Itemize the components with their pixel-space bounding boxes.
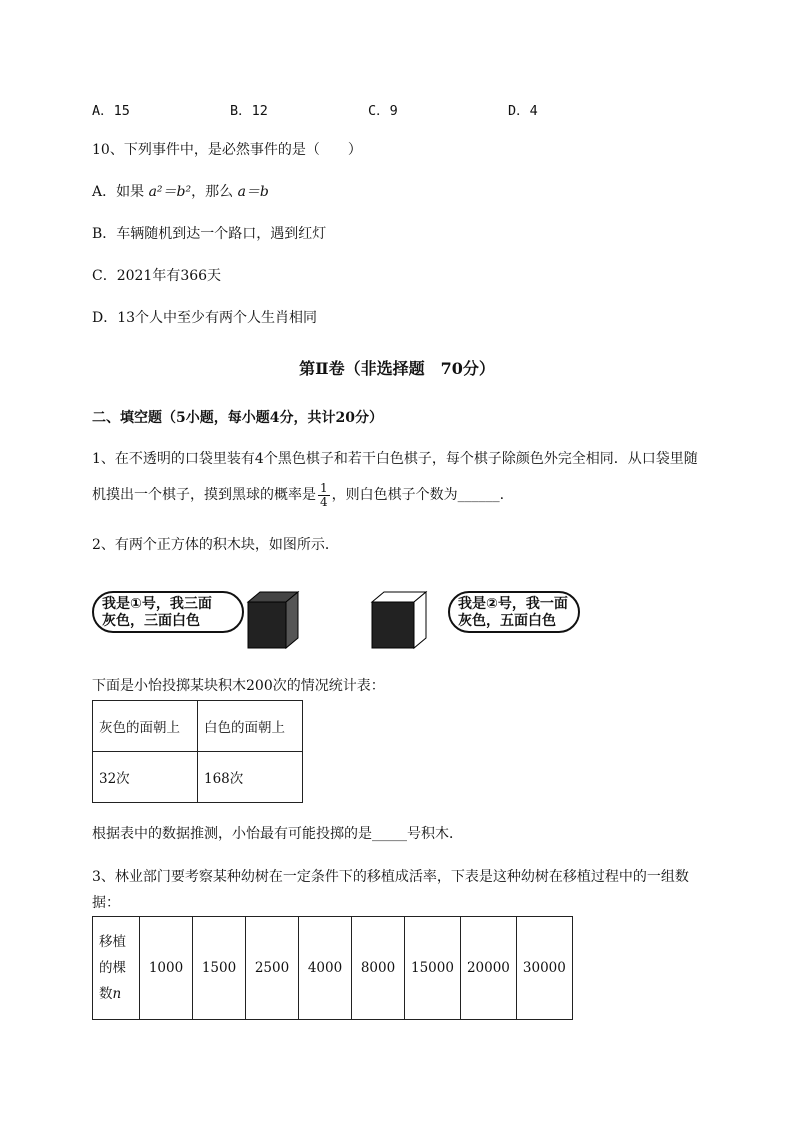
fraction-denominator: 4: [320, 494, 328, 509]
speech-bubble-2: [448, 591, 580, 633]
row-header-l3-text: 数: [99, 986, 113, 1002]
table-cell: 1500: [193, 917, 246, 1020]
table-row: [93, 917, 573, 1020]
table-cell: 32次: [93, 752, 198, 803]
q10-a-expr2: a＝b: [237, 184, 269, 200]
option-c: C．9: [368, 103, 398, 119]
fill1-line2-post: ，则白色棋子个数为______.: [331, 487, 505, 503]
q10-a-prefix: A．如果: [92, 184, 149, 200]
table-cell: 8000: [352, 917, 405, 1020]
row-header-var: n: [112, 986, 122, 1002]
probability-fraction: [318, 482, 330, 509]
table-cell: 168次: [198, 752, 303, 803]
option-a: A．15: [92, 103, 130, 119]
row-header-l2: 的棵: [99, 960, 126, 976]
q10-option-a: [92, 182, 269, 202]
bubble2-line2: 灰色，五面白色: [458, 613, 556, 629]
cube-2-figure: [368, 590, 430, 652]
row-header-cell: [93, 917, 140, 1020]
fill1-line2-pre: 机摸出一个棋子，摸到黑球的概率是: [92, 487, 316, 503]
part-title: 二、填空题（5小题，每小题4分，共计20分）: [92, 410, 383, 426]
q10-stem: 10、下列事件中，是必然事件的是（ ）: [92, 142, 362, 158]
row-header-l1: 移植: [99, 934, 126, 950]
cube-1-figure: [240, 590, 302, 652]
bubble2-line1: 我是②号，我一面: [458, 596, 568, 612]
table-cell: 30000: [516, 917, 572, 1020]
fill3-line1: 3、林业部门要考察某种幼树在一定条件下的移植成活率，下表是这种幼树在移植过程中的一组数: [92, 869, 689, 885]
option-d: D．4: [508, 103, 538, 119]
table-cell: 灰色的面朝上: [93, 701, 198, 752]
q10-option-d: D．13个人中至少有两个人生肖相同: [92, 310, 318, 326]
table-row: [93, 752, 303, 803]
speech-bubble-1: [92, 591, 244, 633]
table-cell: 20000: [460, 917, 516, 1020]
q10-a-mid: ，那么: [191, 184, 238, 200]
fill1-line1: 1、在不透明的口袋里装有4个黑色棋子和若干白色棋子，每个棋子除颜色外完全相同．从口袋里随: [92, 451, 698, 467]
transplant-table: [92, 916, 573, 1020]
fill2-stem: 2、有两个正方体的积木块，如图所示．: [92, 537, 339, 553]
fill3-line2: 据：: [92, 895, 120, 911]
fraction-numerator: 1: [320, 480, 328, 495]
table-cell: 4000: [299, 917, 352, 1020]
bubble1-line1: 我是①号，我三面: [102, 596, 212, 612]
q10-option-c: C．2021年有366天: [92, 268, 222, 284]
bubble1-line2: 灰色，三面白色: [102, 613, 200, 629]
fill2-table-caption: 下面是小怡投掷某块积木200次的情况统计表：: [92, 678, 385, 694]
row-header-l3: [99, 981, 133, 1007]
fill2-question: 根据表中的数据推测，小怡最有可能投掷的是_____号积木．: [92, 826, 463, 842]
table-cell: 15000: [405, 917, 461, 1020]
q10-option-b: B．车辆随机到达一个路口，遇到红灯: [92, 226, 327, 242]
fill1-line2: [92, 480, 504, 510]
q10-a-expr1: a²＝b²: [148, 184, 192, 200]
table-row: [93, 701, 303, 752]
section-title: 第Ⅱ卷（非选择题 70分）: [299, 359, 495, 378]
statistics-table: [92, 700, 303, 803]
table-cell: 2500: [246, 917, 299, 1020]
option-b: B．12: [230, 103, 268, 119]
table-cell: 1000: [140, 917, 193, 1020]
table-cell: 白色的面朝上: [198, 701, 303, 752]
